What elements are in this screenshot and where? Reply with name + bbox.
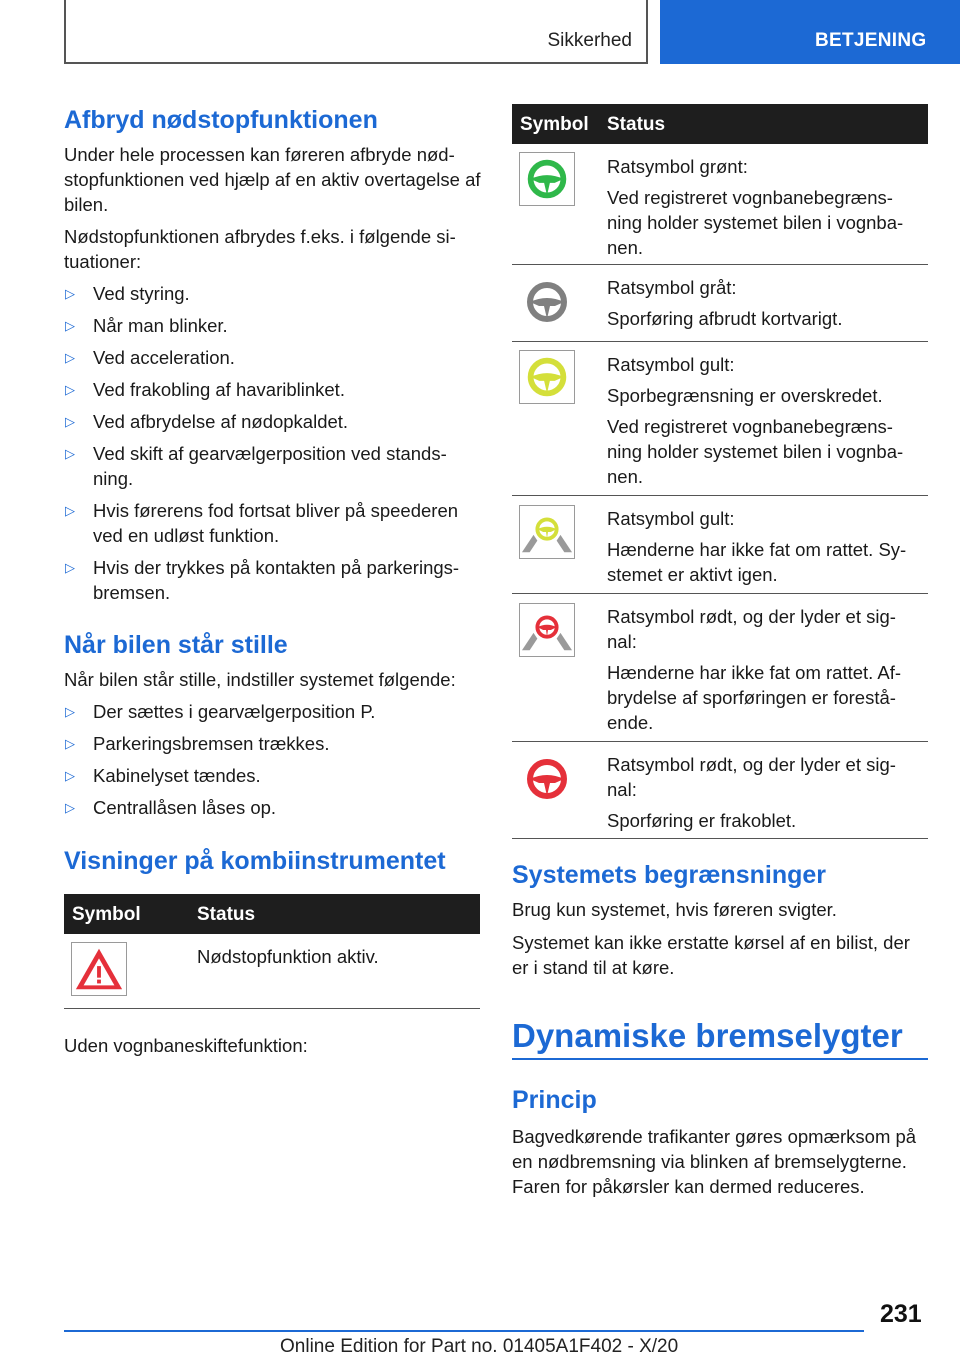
header-chapter-tab[interactable] — [660, 0, 960, 64]
table-row — [512, 144, 928, 265]
status-text: Hænderne har ikke fat om rattet. Af-brydelse af sporføringen er forestå-ende. — [607, 662, 902, 733]
status-text: Ratsymbol gult: — [607, 508, 735, 529]
list-item: ▷ Der sættes i gearvælgerposition P. — [65, 701, 376, 722]
column-header-symbol: Symbol — [520, 114, 589, 135]
list-item: ▷ Hvis der trykkes på kontakten på parkerings-bremsen. — [65, 557, 460, 603]
table-row — [512, 496, 928, 594]
triangle-bullet-icon: ▷ — [65, 800, 75, 815]
section-title-visninger: Visninger på kombiinstrumentet — [64, 847, 446, 875]
list-item: ▷ Ved frakobling af havariblinket. — [65, 379, 345, 400]
steering-wheel-grey-icon — [519, 275, 575, 329]
triangle-bullet-icon: ▷ — [65, 414, 75, 429]
footer-rule — [64, 1330, 864, 1332]
paragraph: Nødstopfunktionen afbrydes f.eks. i følgende si-tuationer: — [64, 226, 456, 272]
steering-wheel-green-icon — [519, 152, 575, 206]
header-section-title: Sikkerhed — [547, 30, 632, 51]
status-text: Ratsymbol rødt, og der lyder et sig-nal: — [607, 754, 896, 800]
column-header-status: Status — [607, 114, 666, 135]
section-title-princip: Princip — [512, 1086, 597, 1114]
status-cell — [607, 752, 918, 839]
column-header-status: Status — [197, 904, 256, 925]
status-cell — [607, 275, 918, 337]
list-item: ▷ Hvis førerens fod fortsat bliver på speederen ved en udløst funktion. — [65, 500, 459, 546]
list-item: ▷ Centrallåsen låses op. — [65, 797, 277, 818]
bullet-list-stille — [64, 699, 484, 827]
section-title-stille: Når bilen står stille — [64, 631, 288, 659]
heading-rule — [512, 1058, 928, 1060]
list-item: ▷ Parkeringsbremsen trækkes. — [65, 733, 330, 754]
list-item: ▷ Når man blinker. — [65, 315, 228, 336]
triangle-bullet-icon: ▷ — [65, 318, 75, 333]
steering-wheel-yellow-hands-icon — [519, 505, 575, 559]
section-title-afbryd: Afbryd nødstopfunktionen — [64, 106, 378, 134]
triangle-bullet-icon: ▷ — [65, 704, 75, 719]
page-number: 231 — [880, 1300, 922, 1328]
status-text: Ratsymbol gult: — [607, 354, 735, 375]
steering-wheel-yellow-icon — [519, 350, 575, 404]
status-text: Sporbegrænsning er overskredet. — [607, 385, 883, 406]
status-text: Sporføring er frakoblet. — [607, 810, 797, 831]
list-item: ▷ Kabinelyset tændes. — [65, 765, 261, 786]
list-item: ▷ Ved styring. — [65, 283, 190, 304]
triangle-bullet-icon: ▷ — [65, 560, 75, 575]
triangle-bullet-icon: ▷ — [65, 382, 75, 397]
paragraph: Bagvedkørende trafikanter gøres opmærksom på en nødbremsning via blinken af bremselygterne. Faren for påkørsler kan dermed reduceres. — [512, 1126, 917, 1197]
chapter-title-bremselygter: Dynamiske bremselygter — [512, 1017, 903, 1054]
paragraph: Brug kun systemet, hvis føreren svigter. — [512, 899, 837, 920]
steering-wheel-red-hands-icon — [519, 603, 575, 657]
status-cell — [607, 154, 918, 266]
triangle-bullet-icon: ▷ — [65, 768, 75, 783]
status-text: Nødstopfunktion aktiv. — [197, 946, 379, 967]
footer-edition: Online Edition for Part no. 01405A1F402 - X/20 — [280, 1336, 679, 1357]
list-item: ▷ Ved skift af gearvælgerposition ved stands-ning. — [65, 443, 447, 489]
column-header-symbol: Symbol — [72, 904, 141, 925]
list-item: ▷ Ved acceleration. — [65, 347, 235, 368]
bullet-list-afbryd — [64, 281, 484, 612]
paragraph: Systemet kan ikke erstatte kørsel af en bilist, der er i stand til at køre. — [512, 932, 910, 978]
triangle-bullet-icon: ▷ — [65, 736, 75, 751]
status-text: Sporføring afbrudt kortvarigt. — [607, 308, 843, 329]
status-cell — [197, 944, 470, 975]
list-item: ▷ Ved afbrydelse af nødopkaldet. — [65, 411, 349, 432]
table-row — [512, 342, 928, 496]
status-text: Ratsymbol grønt: — [607, 156, 748, 177]
triangle-bullet-icon: ▷ — [65, 350, 75, 365]
status-cell — [607, 506, 918, 593]
header-chapter-title: BETJENING — [815, 30, 927, 51]
triangle-bullet-icon: ▷ — [65, 286, 75, 301]
triangle-bullet-icon: ▷ — [65, 503, 75, 518]
table-row — [512, 594, 928, 742]
status-text: Ratsymbol rødt, og der lyder et sig-nal: — [607, 606, 896, 652]
status-text: Ved registreret vognbanebegræns-ning holder systemet bilen i vognba-nen. — [607, 416, 904, 487]
table-row — [512, 742, 928, 839]
steering-wheel-red-icon — [519, 752, 575, 806]
triangle-bullet-icon: ▷ — [65, 446, 75, 461]
table-header — [512, 104, 928, 144]
status-text: Ved registreret vognbanebegræns-ning holder systemet bilen i vognba-nen. — [607, 187, 904, 258]
table-header — [64, 894, 480, 934]
status-text: Ratsymbol gråt: — [607, 277, 737, 298]
paragraph: Under hele processen kan føreren afbryde nød-stopfunktionen ved hjælp af en aktiv overtagelse af bilen. — [64, 144, 481, 215]
header-section-box — [64, 0, 648, 64]
status-table-right — [512, 104, 928, 839]
table-row — [512, 265, 928, 342]
status-text: Hænderne har ikke fat om rattet. Sy-stemet er aktivt igen. — [607, 539, 907, 585]
status-cell — [607, 604, 918, 741]
warning-triangle-icon — [71, 942, 127, 996]
status-table-left — [64, 894, 480, 1009]
section-title-begraensninger: Systemets begrænsninger — [512, 861, 826, 889]
table-row — [64, 934, 480, 1009]
status-cell — [607, 352, 918, 495]
paragraph: Når bilen står stille, indstiller systemet følgende: — [64, 669, 456, 690]
paragraph: Uden vognbaneskiftefunktion: — [64, 1035, 308, 1056]
